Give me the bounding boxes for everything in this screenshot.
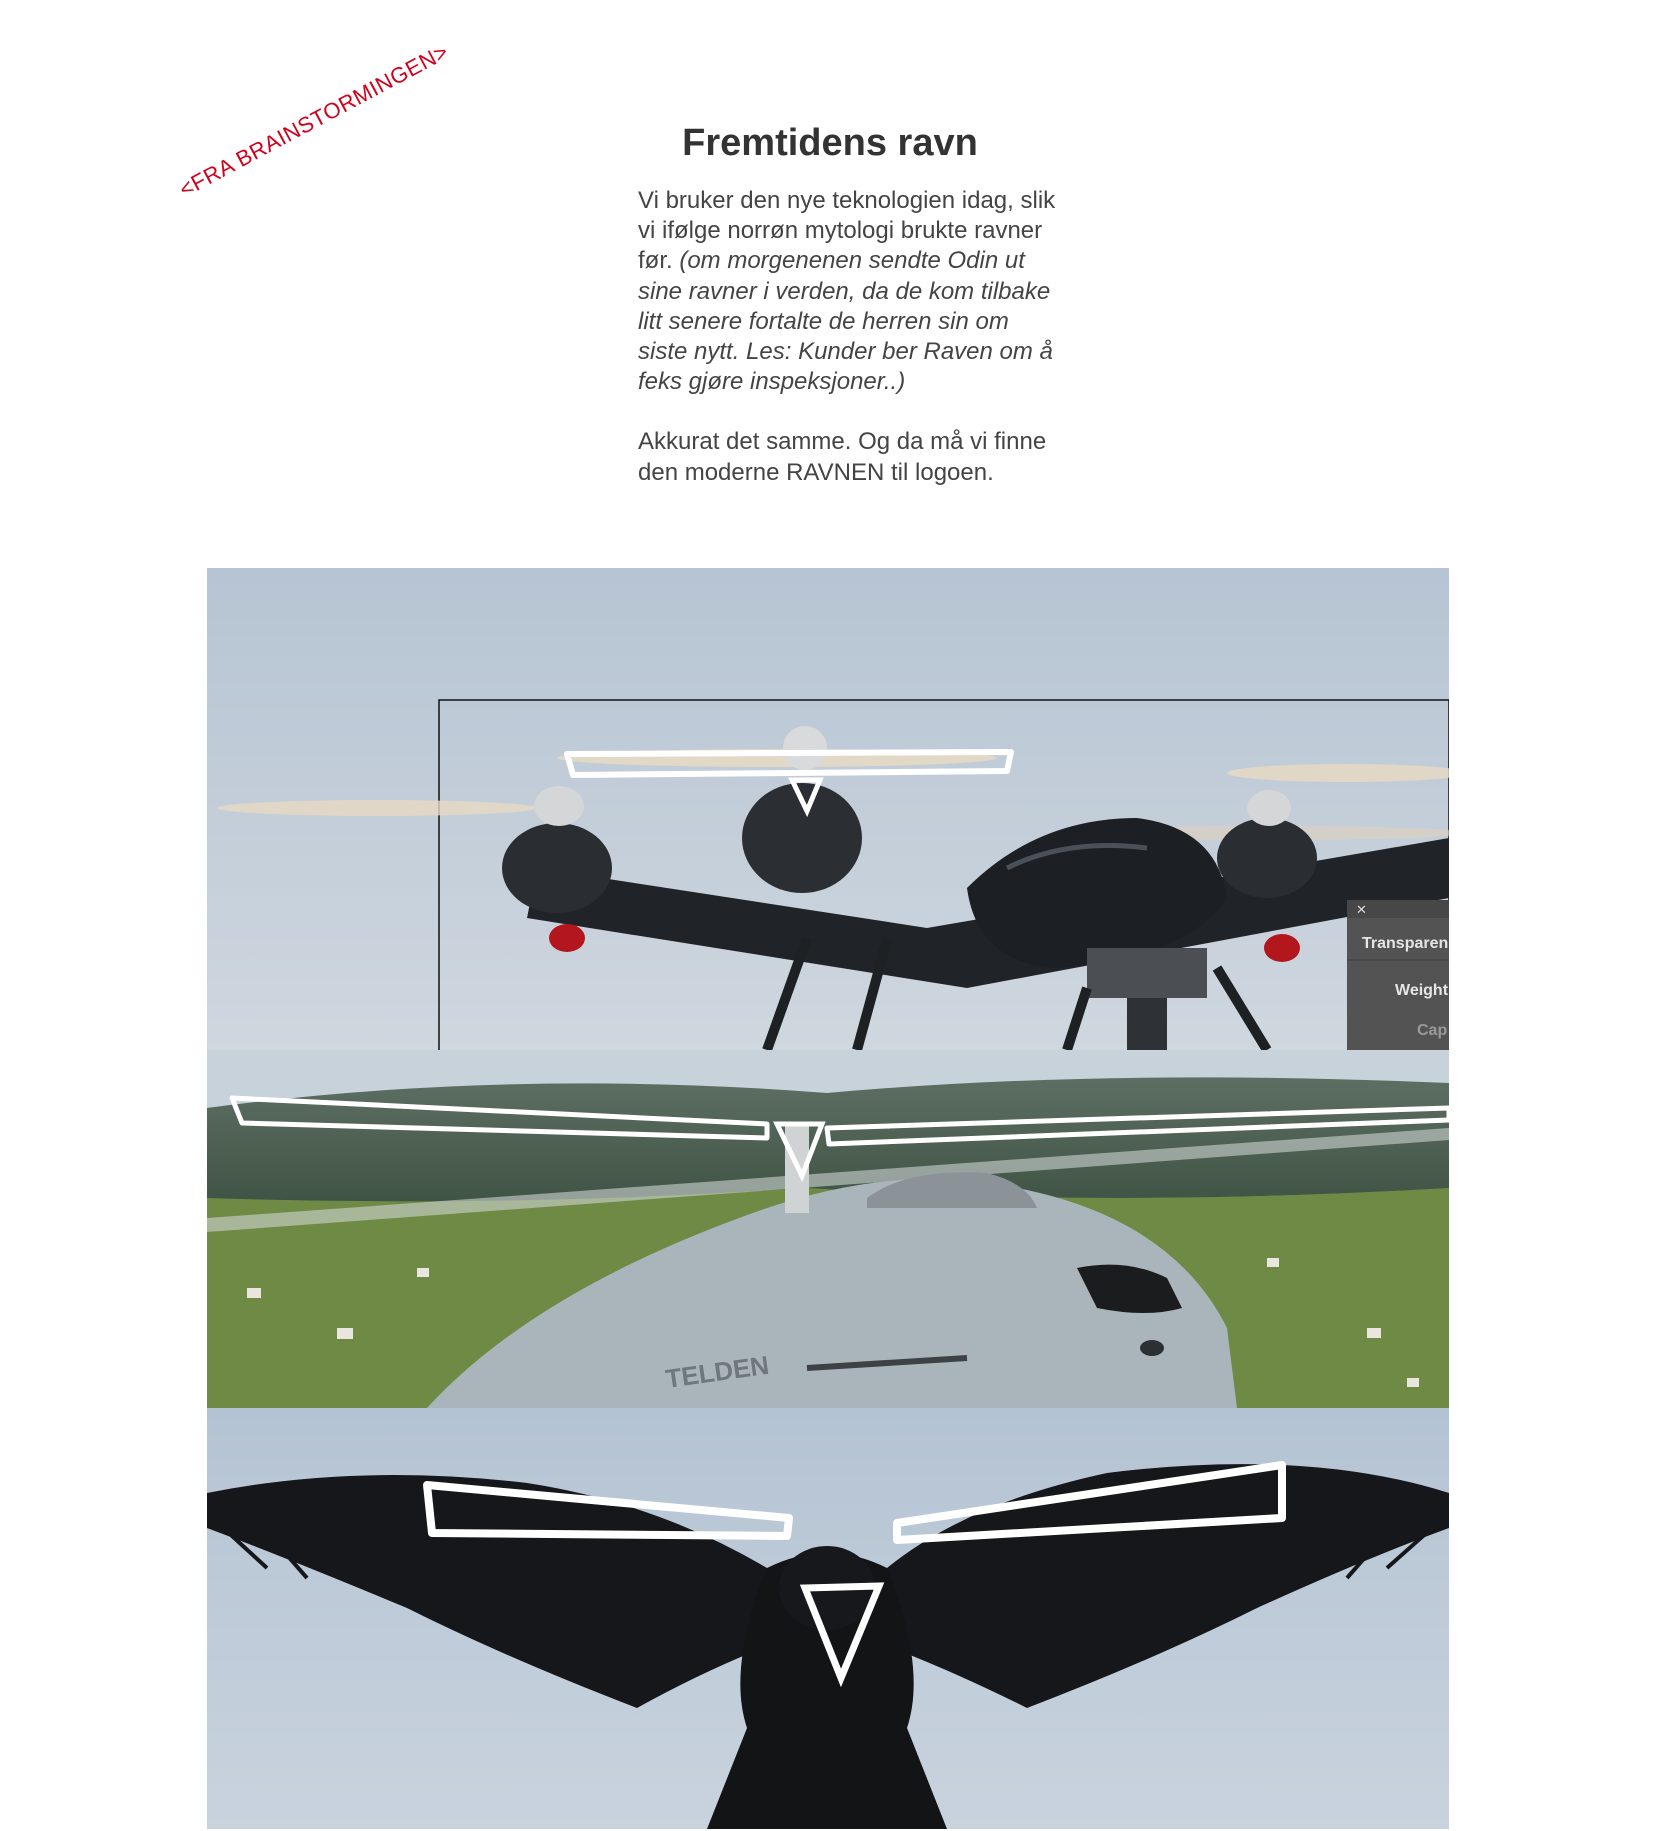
close-icon[interactable]: ✕ (1356, 903, 1367, 918)
panel-title[interactable]: Transparen (1362, 935, 1449, 952)
weight-label: Weight (1395, 982, 1449, 999)
helicopter-marking: TELDEN (663, 1349, 771, 1394)
paragraph-intro (638, 186, 1058, 397)
raven-photo (207, 1408, 1449, 1829)
photo-collage (207, 568, 1449, 1829)
page-title: Fremtidens ravn (682, 122, 978, 164)
brainstorm-stamp: <FRA BRAINSTORMINGEN> (175, 38, 453, 203)
collage-svg (207, 568, 1449, 1829)
cap-label: Cap (1417, 1022, 1448, 1039)
paragraph-conclusion: Akkurat det samme. Og da må vi finne den moderne RAVNEN til logoen. (638, 428, 1047, 486)
drone-photo (207, 568, 1449, 1052)
intro-italic: (om morgenenen sendte Odin ut sine ravner i verden, da de kom tilbake litt senere fortalte de herren sin om siste nytt. Les: Kunder ber Raven om å feks gjøre inspeksjoner..) (638, 247, 1053, 396)
intro-plain: Vi bruker den nye teknologien idag, slik vi ifølge norrøn mytologi brukte ravner før. (638, 187, 1056, 275)
body-text (638, 186, 1058, 518)
helicopter-photo (207, 1050, 1449, 1408)
transparency-panel[interactable] (1347, 900, 1449, 1050)
